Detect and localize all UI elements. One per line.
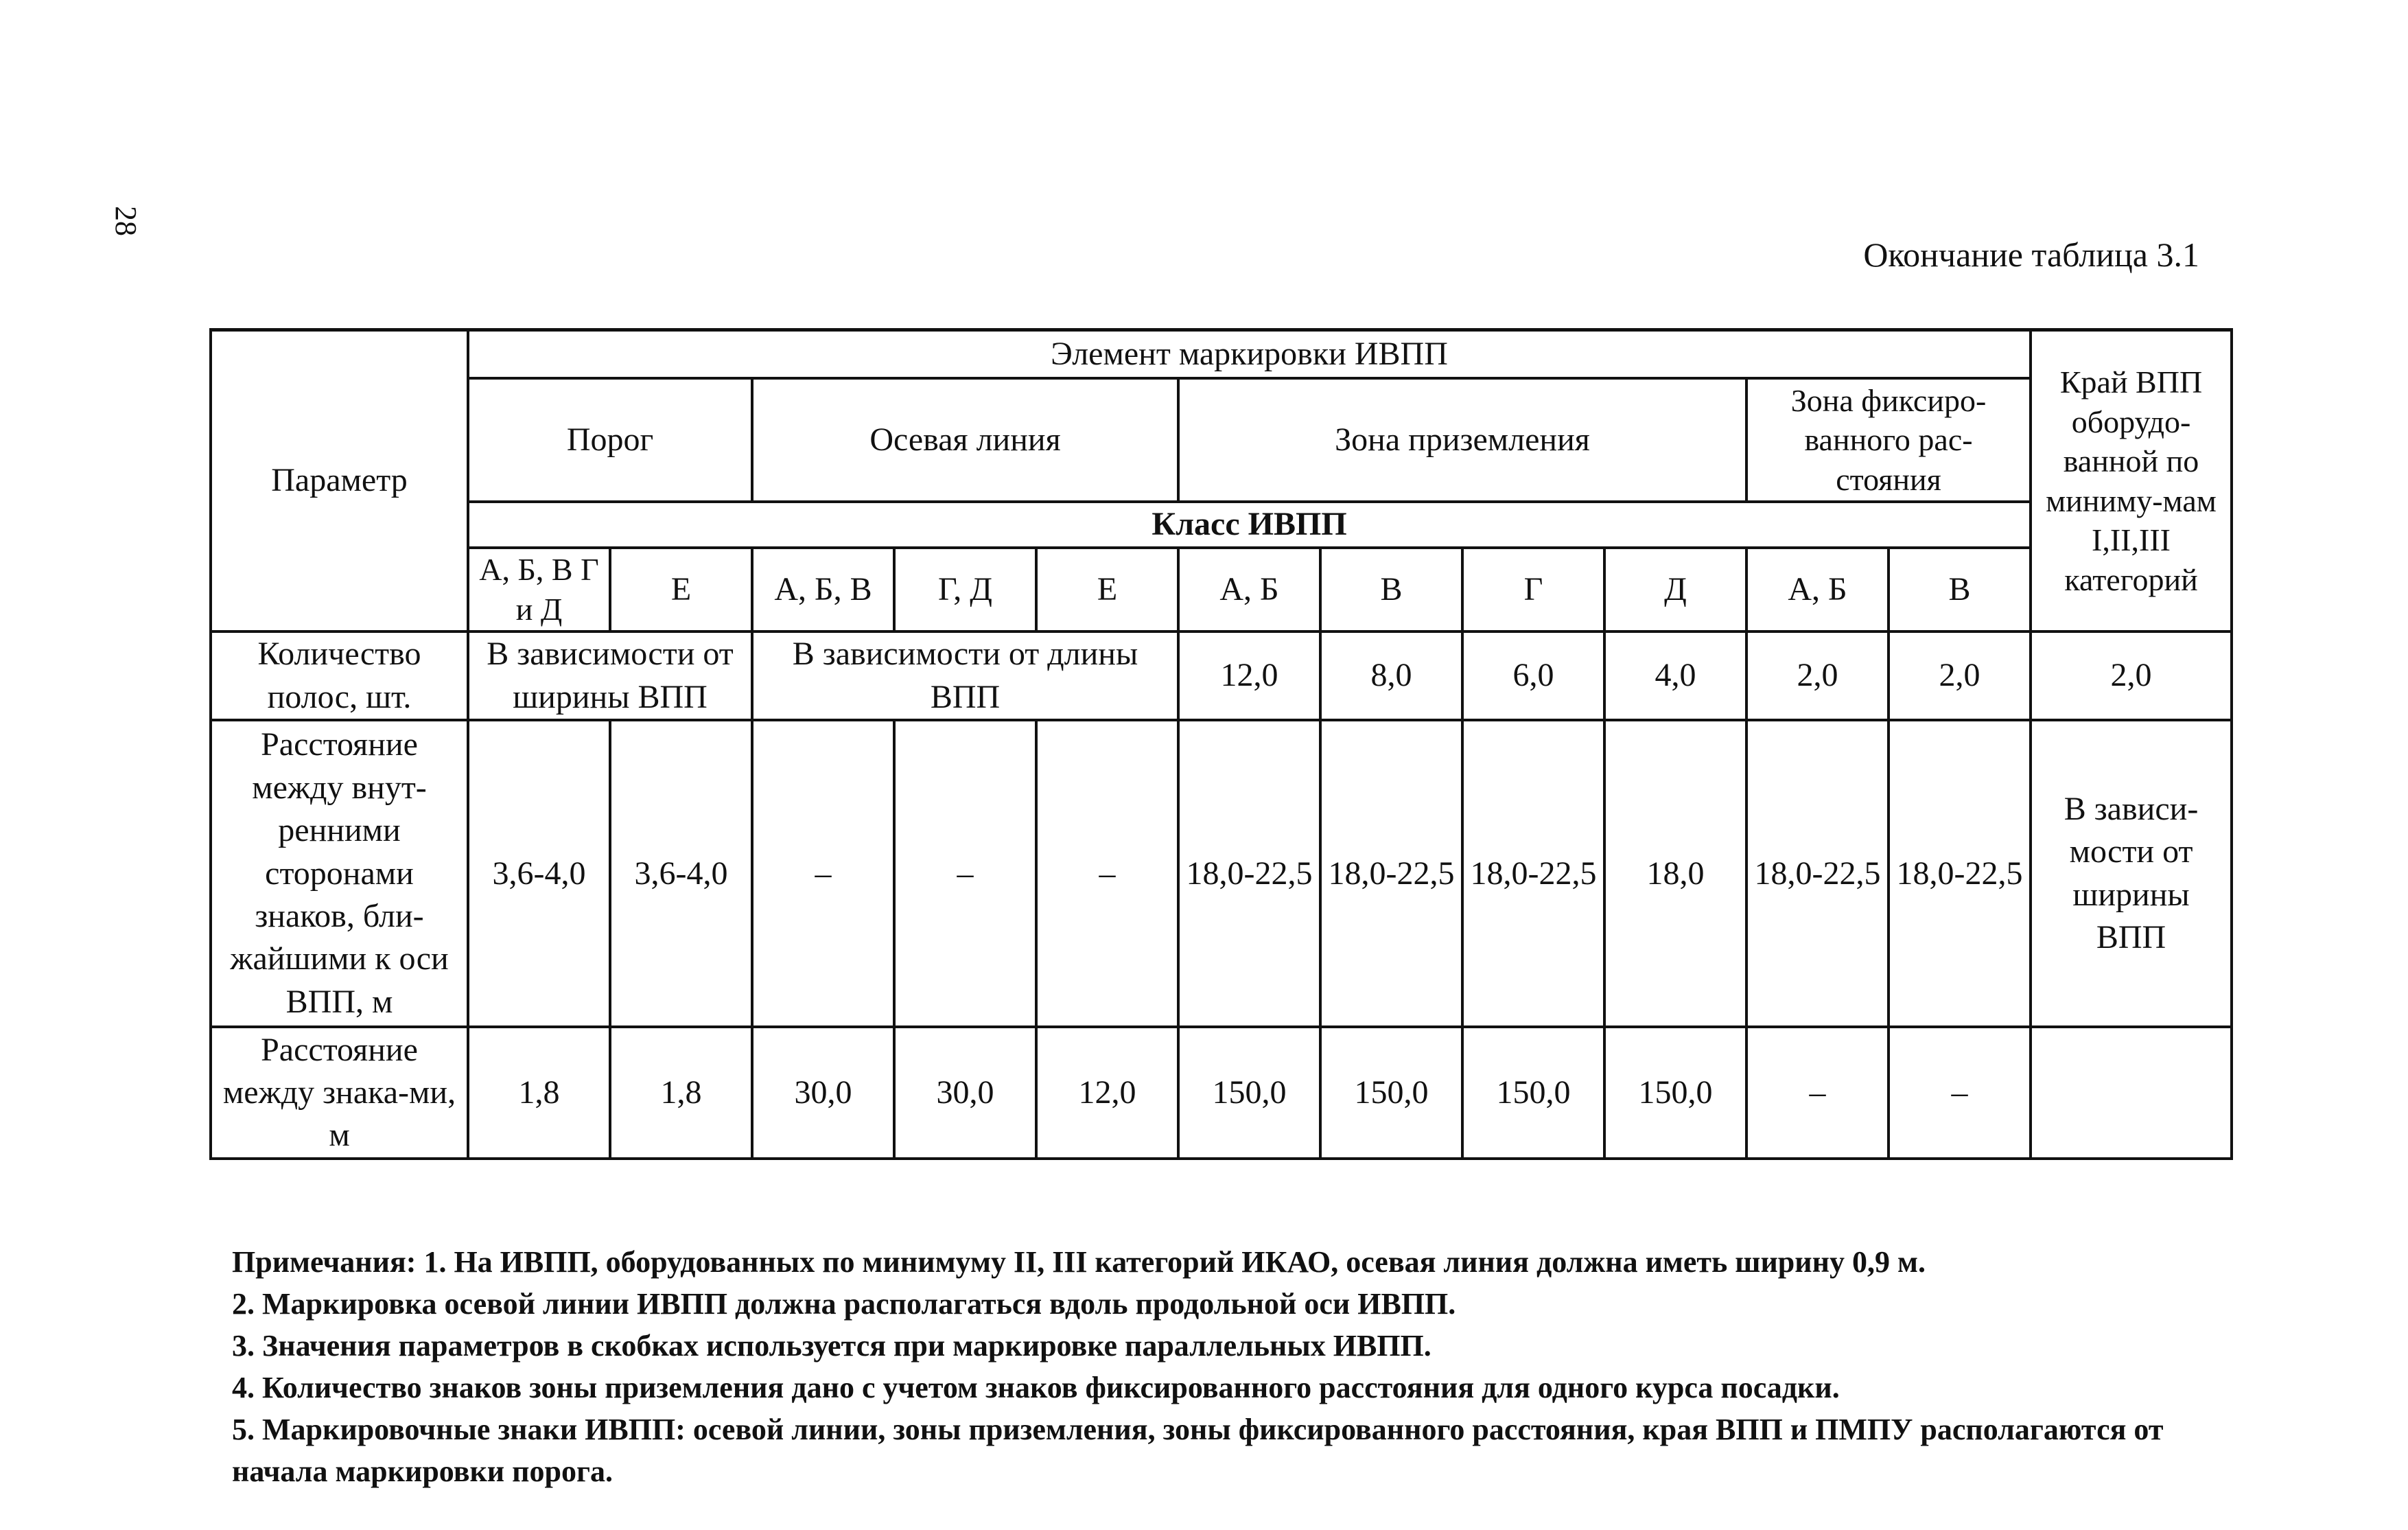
cell-value: 3,6-4,0 [610, 720, 752, 1027]
page-number: 28 [109, 206, 143, 236]
cell-value [2031, 1027, 2232, 1159]
cell-value: – [752, 720, 894, 1027]
cell-value: 6,0 [1462, 631, 1604, 720]
class-cell: А, Б [1178, 548, 1320, 631]
note-item: 5. Маркировочные знаки ИВПП: осевой линии, зоны приземления, зоны фиксированного расстояния, края ВПП и ПМПУ располагаются от начала маркировки порога. [232, 1413, 2164, 1488]
cell-value: 18,0-22,5 [1462, 720, 1604, 1027]
cell-value: 2,0 [1889, 631, 2031, 720]
cell-value: 12,0 [1036, 1027, 1178, 1159]
cell-value: – [1036, 720, 1178, 1027]
cell-value: 30,0 [894, 1027, 1036, 1159]
row-param: Расстояние между знака-ми, м [211, 1027, 468, 1159]
marking-table [209, 328, 2233, 1160]
note-text: 1. На ИВПП, оборудованных по минимуму II, III категорий ИКАО, осевая линия должна иметь ширину 0,9 м. [423, 1245, 1926, 1279]
class-cell: Е [1036, 548, 1178, 631]
class-cell: А, Б, В Г и Д [468, 548, 610, 631]
cell-value: 1,8 [468, 1027, 610, 1159]
group-threshold: Порог [468, 378, 752, 502]
cell-value: 18,0-22,5 [1746, 720, 1889, 1027]
cell-value: 150,0 [1462, 1027, 1604, 1159]
class-cell: А, Б, В [752, 548, 894, 631]
class-cell: Е [610, 548, 752, 631]
notes-block [232, 1241, 2263, 1492]
cell-value: 150,0 [1604, 1027, 1746, 1159]
group-touchdown: Зона приземления [1178, 378, 1746, 502]
note-item: 4. Количество знаков зоны приземления дано с учетом знаков фиксированного расстояния для одного курса посадки. [232, 1371, 1840, 1404]
cell-value: В зависимости от длины ВПП [752, 631, 1178, 720]
cell-value: 8,0 [1320, 631, 1462, 720]
class-cell: Д [1604, 548, 1746, 631]
cell-value: – [894, 720, 1036, 1027]
cell-value: В зависи-мости от ширины ВПП [2031, 720, 2232, 1027]
cell-value: 2,0 [2031, 631, 2232, 720]
cell-value: 18,0-22,5 [1178, 720, 1320, 1027]
cell-value: 2,0 [1746, 631, 1889, 720]
cell-value: В зависимости от ширины ВПП [468, 631, 752, 720]
group-axis: Осевая линия [752, 378, 1178, 502]
cell-value: – [1746, 1027, 1889, 1159]
class-cell: А, Б [1746, 548, 1889, 631]
group-fixed-distance: Зона фиксиро-ванного рас-стояния [1746, 378, 2031, 502]
cell-value: 18,0-22,5 [1320, 720, 1462, 1027]
table-row [211, 1027, 2232, 1159]
cell-value: 30,0 [752, 1027, 894, 1159]
class-cell: В [1889, 548, 2031, 631]
row-param: Расстояние между внут-ренними сторонами знаков, бли-жайшими к оси ВПП, м [211, 720, 468, 1027]
row-param: Количество полос, шт. [211, 631, 468, 720]
note-item: 2. Маркировка осевой линии ИВПП должна располагаться вдоль продольной оси ИВПП. [232, 1287, 1456, 1321]
table-caption: Окончание таблица 3.1 [1863, 235, 2199, 274]
cell-value: – [1889, 1027, 2031, 1159]
class-header: Класс ИВПП [468, 502, 2031, 548]
cell-value: 4,0 [1604, 631, 1746, 720]
note-item: 3. Значения параметров в скобках используется при маркировке параллельных ИВПП. [232, 1329, 1431, 1363]
cell-value: 18,0-22,5 [1889, 720, 2031, 1027]
cell-value: 150,0 [1178, 1027, 1320, 1159]
cell-value: 1,8 [610, 1027, 752, 1159]
class-cell: Г [1462, 548, 1604, 631]
cell-value: 150,0 [1320, 1027, 1462, 1159]
table-row [211, 631, 2232, 720]
cell-value: 12,0 [1178, 631, 1320, 720]
param-header: Параметр [211, 330, 468, 632]
class-cell: В [1320, 548, 1462, 631]
class-cell: Г, Д [894, 548, 1036, 631]
notes-lead: Примечания: [232, 1245, 417, 1279]
table-row [211, 720, 2232, 1027]
cell-value: 3,6-4,0 [468, 720, 610, 1027]
element-header: Элемент маркировки ИВПП [468, 330, 2031, 378]
edge-header: Край ВПП оборудо-ванной по миниму-мам I,II,III категорий [2031, 330, 2232, 632]
note-item [232, 1241, 2263, 1283]
cell-value: 18,0 [1604, 720, 1746, 1027]
